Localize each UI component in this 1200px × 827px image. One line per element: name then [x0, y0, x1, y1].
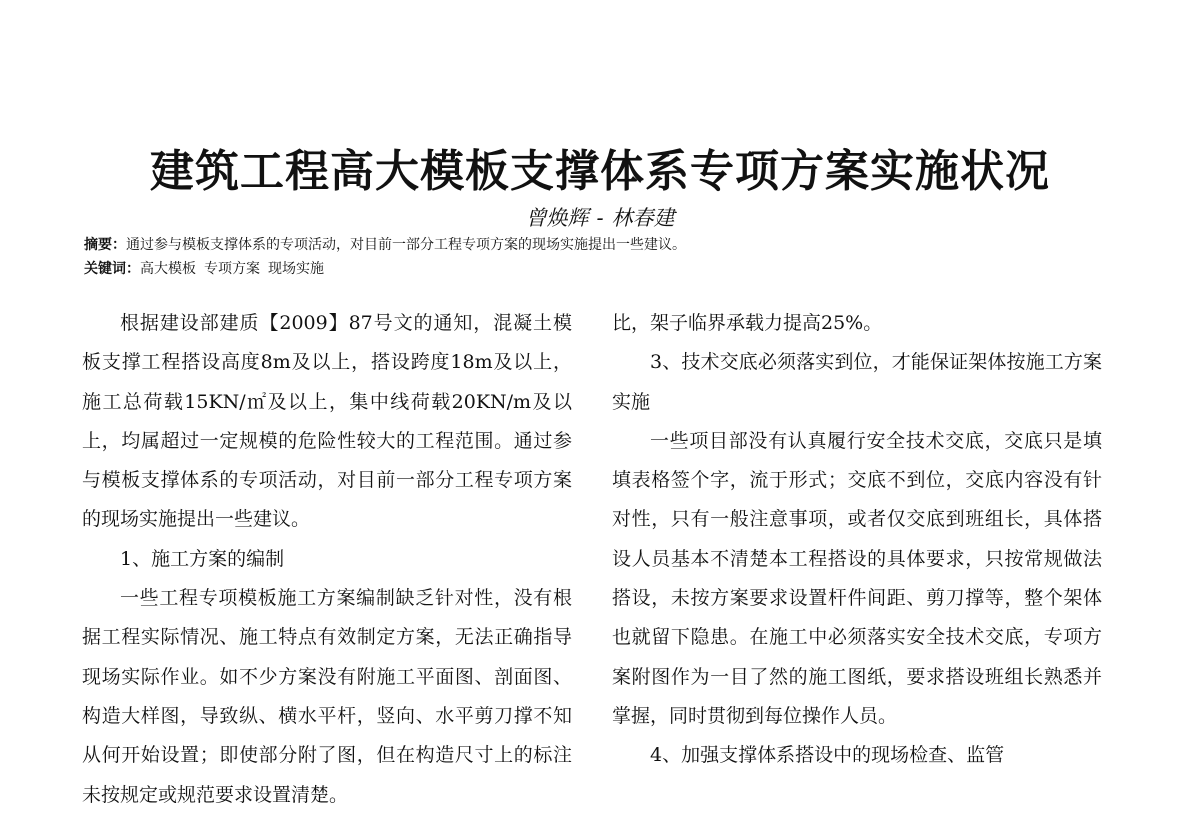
author-name: 林春建 — [611, 206, 675, 230]
body-paragraph: 比，架子临界承载力提高25%。 — [612, 312, 883, 334]
abstract-label: 摘要： — [84, 237, 126, 253]
section-heading: 1、施工方案的编制 — [120, 547, 285, 570]
right-column — [612, 304, 1102, 776]
section-heading: 3、技术交底必须落实到位，才能保证架体按施工方案实施 — [612, 351, 1102, 413]
author-separator: - — [596, 206, 604, 230]
body-paragraph: 一些工程专项模板施工方案编制缺乏针对性，没有根据工程实际情况、施工特点有效制定方案，无法正确指导现场实际作业。如不少方案没有附施工平面图、剖面图、构造大样图，导致纵、横水平杆，竖向、水平剪刀撑不知从何开始设置；即使部分附了图，但在构造尺寸上的标注未按规定或规范要求设置清楚。 — [82, 587, 572, 806]
keywords-label: 关键词： — [84, 261, 140, 277]
body-paragraph: 一些项目部没有认真履行安全技术交底，交底只是填填表格签个字，流于形式；交底不到位，交底内容没有针对性，只有一般注意事项，或者仅交底到班组长，具体搭设人员基本不清楚本工程搭设的具体要求，只按常规做法搭设，未按方案要求设置杆件间距、剪刀撑等，整个架体也就留下隐患。在施工中必须落实安全技术交底，专项方案附图作为一目了然的施工图纸，要求搭设班组长熟悉并掌握，同时贯彻到每位操作人员。 — [612, 429, 1102, 727]
keyword-item: 高大模板 — [140, 261, 196, 277]
keywords — [84, 259, 332, 279]
abstract-text: 通过参与模板支撑体系的专项活动，对目前一部分工程专项方案的现场实施提出一些建议。 — [126, 237, 686, 253]
left-column — [82, 304, 572, 815]
keyword-item: 专项方案 — [204, 261, 260, 277]
section-heading: 4、加强支撑体系搭设中的现场检查、监管 — [650, 744, 1005, 767]
author-line — [0, 204, 1200, 232]
keyword-item: 现场实施 — [268, 261, 324, 277]
abstract — [84, 235, 686, 255]
article-title: 建筑工程高大模板支撑体系专项方案实施状况 — [150, 146, 1050, 197]
body-paragraph: 根据建设部建质【2009】87号文的通知，混凝土模板支撑工程搭设高度8m及以上，搭设跨度18m及以上，施工总荷载15KN/㎡及以上，集中线荷载20KN/m及以上，均属超过一定规模的危险性较大的工程范围。通过参与模板支撑体系的专项活动，对目前一部分工程专项方案的现场实施提出一些建议。 — [82, 312, 572, 531]
author-name: 曾焕辉 — [525, 206, 589, 230]
